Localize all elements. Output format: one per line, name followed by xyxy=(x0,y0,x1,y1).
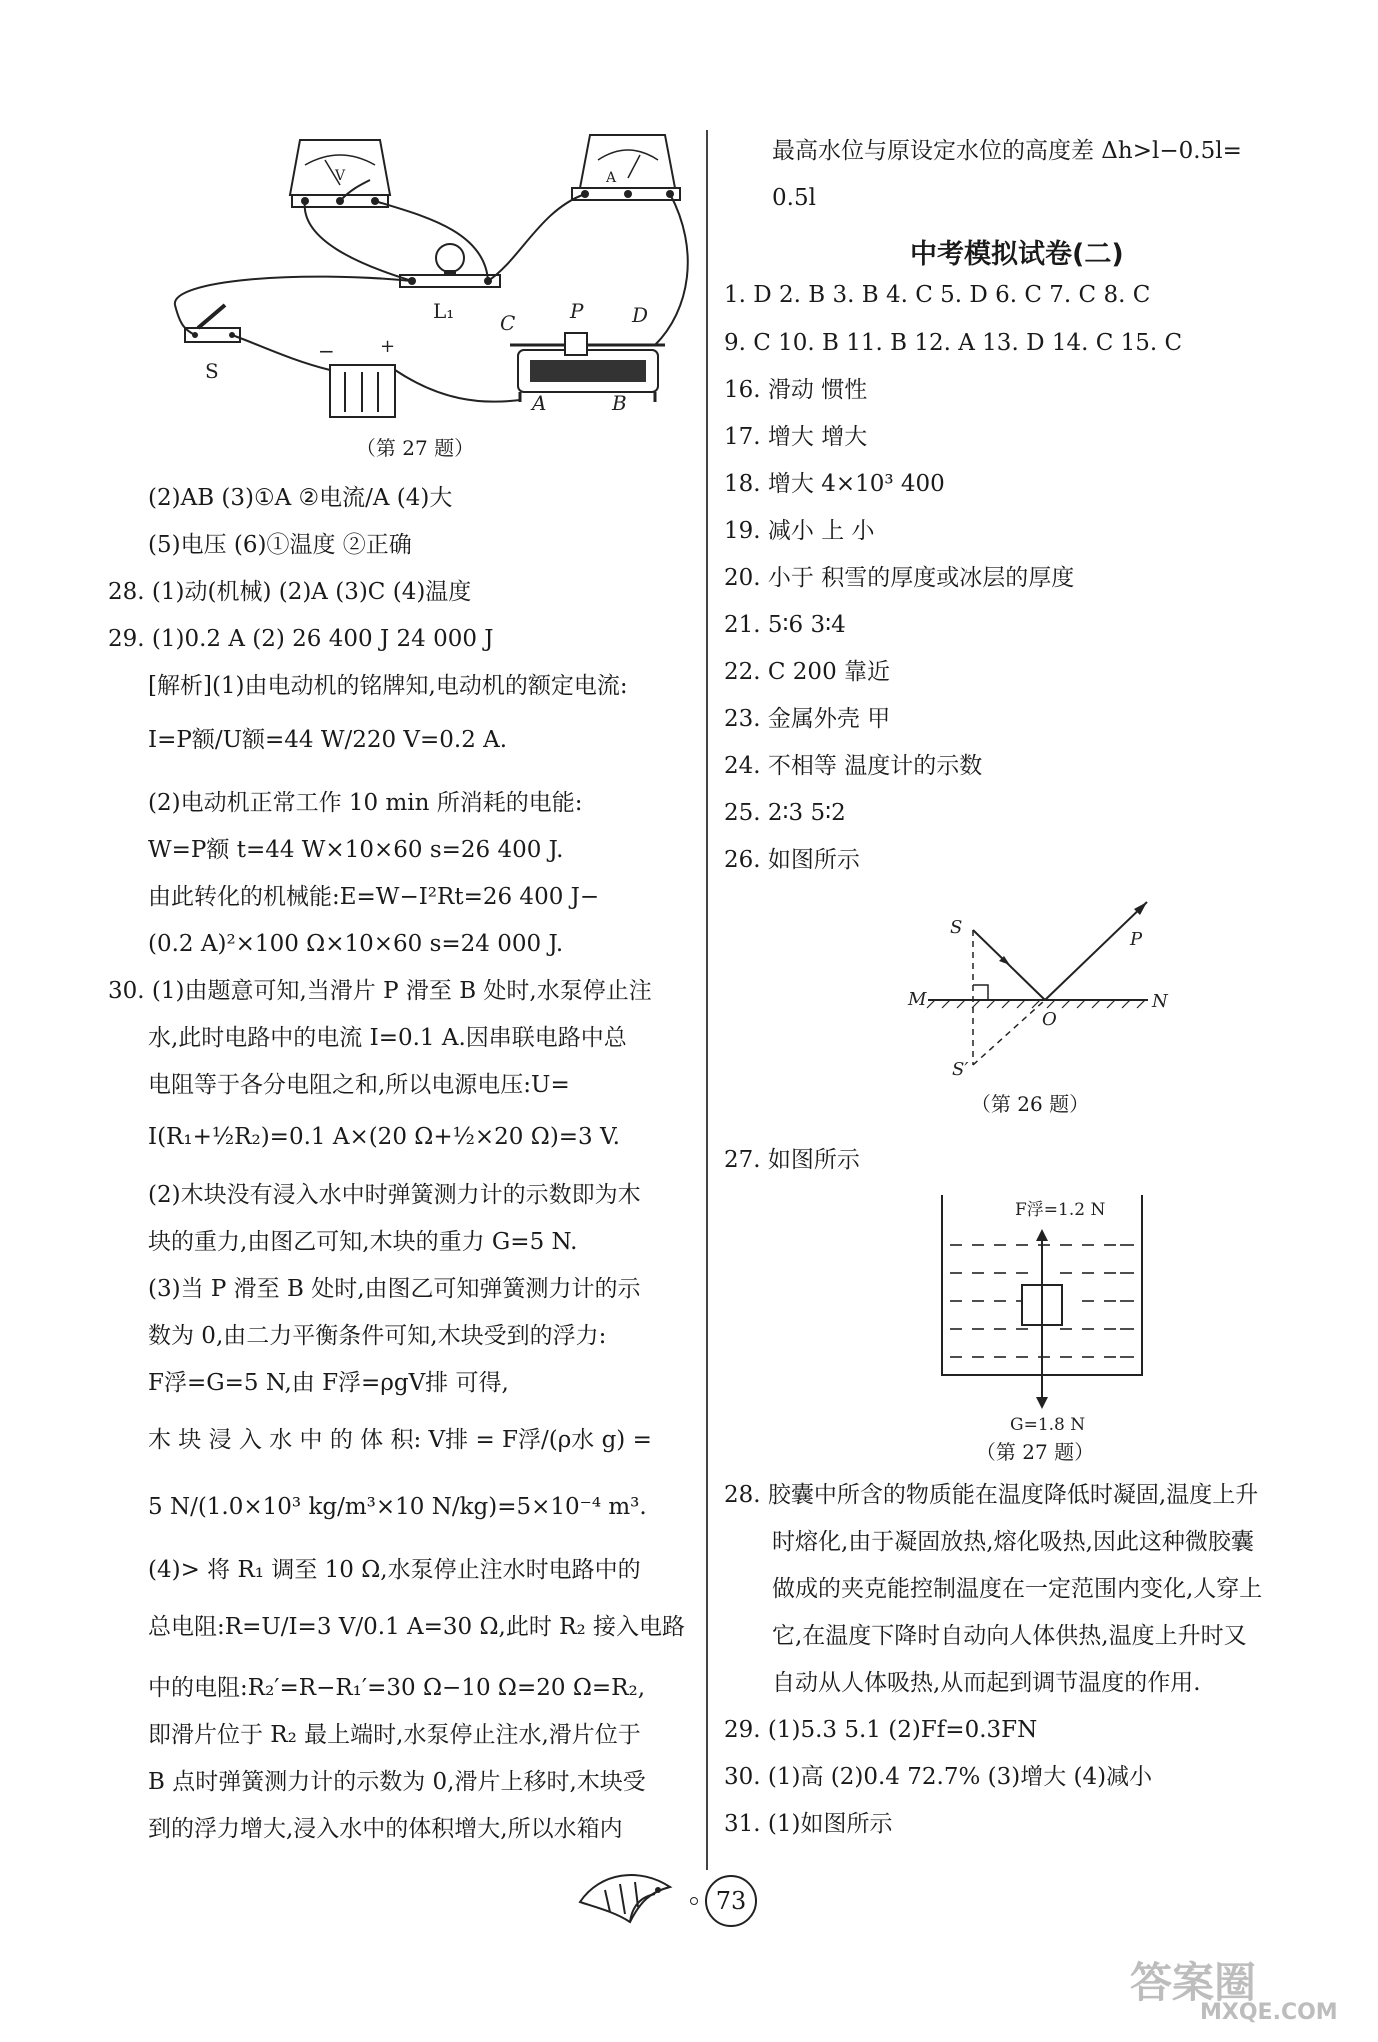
text-line-25: 即滑片位于 R₂ 最上端时,水泵停止注水,滑片位于 xyxy=(148,1722,641,1748)
figure-26-caption: （第 26 题） xyxy=(970,1092,1090,1116)
answer-18: 18. 增大 4×10³ 400 xyxy=(724,471,945,497)
text-line-4: 29. (1)0.2 A (2) 26 400 J 24 000 J xyxy=(108,626,494,652)
bulb-L1 xyxy=(400,244,500,323)
answer-25: 25. 2∶3 5∶2 xyxy=(724,800,846,826)
text-line-23: 总电阻:R=U/I=3 V/0.1 A=30 Ω,此时 R₂ 接入电路 xyxy=(148,1614,686,1640)
watermark: 答案圈 xyxy=(1130,1958,1257,2007)
fish-logo-icon xyxy=(570,1862,690,1932)
figure-27-caption: （第 27 题） xyxy=(355,436,475,460)
answer-30: 30. (1)高 (2)0.4 72.7% (3)增大 (4)减小 xyxy=(724,1764,1153,1790)
rheostat-C: C xyxy=(500,311,516,335)
rheostat-P: P xyxy=(570,299,584,323)
rheostat-B: B xyxy=(612,391,627,415)
rheostat-A: A xyxy=(532,391,547,415)
text-line-13: 电阻等于各分电阻之和,所以电源电压:U= xyxy=(148,1072,570,1098)
page-number: 73 xyxy=(705,1875,757,1927)
text-line-22: (4)> 将 R₁ 调至 10 Ω,水泵停止注水时电路中的 xyxy=(148,1557,641,1583)
answer-28-line-3: 做成的夹克能控制温度在一定范围内变化,人穿上 xyxy=(772,1576,1263,1602)
text-line-26: B 点时弹簧测力计的示数为 0,滑片上移时,木块受 xyxy=(148,1769,646,1795)
fig27-gravity-label: G=1.8 N xyxy=(1010,1415,1086,1435)
answer-19: 19. 减小 上 小 xyxy=(724,518,875,544)
answer-row-1: 1. D 2. B 3. B 4. C 5. D 6. C 7. C 8. C xyxy=(724,282,1151,308)
figure-26-reflection xyxy=(710,885,1378,1115)
switch-S xyxy=(185,305,240,383)
text-line-2: (5)电压 (6)①温度 ②正确 xyxy=(148,532,412,558)
text-line-3: 28. (1)动(机械) (2)A (3)C (4)温度 xyxy=(108,579,472,605)
answer-24: 24. 不相等 温度计的示数 xyxy=(724,753,983,779)
answer-28-line-5: 自动从人体吸热,从而起到调节温度的作用. xyxy=(772,1670,1201,1696)
text-line-14: I(R₁+½R₂)=0.1 A×(20 Ω+½×20 Ω)=3 V. xyxy=(148,1124,620,1150)
text-line-7: (2)电动机正常工作 10 min 所消耗的电能: xyxy=(148,790,583,816)
switch-label: S xyxy=(205,359,219,383)
text-line-19: F浮=G=5 N,由 F浮=ρgV排 可得, xyxy=(148,1370,509,1396)
column-divider xyxy=(706,130,708,1870)
voltmeter xyxy=(290,140,390,207)
battery xyxy=(318,336,395,417)
text-line-1: (2)AB (3)①A ②电流/A (4)大 xyxy=(148,485,453,511)
text-line-17: (3)当 P 滑至 B 处时,由图乙可知弹簧测力计的示 xyxy=(148,1276,641,1302)
answer-28-line-1: 28. 胶囊中所含的物质能在温度降低时凝固,温度上升 xyxy=(724,1482,1259,1508)
battery-plus: + xyxy=(380,336,396,357)
answer-28-line-2: 时熔化,由于凝固放热,熔化吸热,因此这种微胶囊 xyxy=(772,1529,1254,1555)
rheostat-D: D xyxy=(632,303,649,327)
fig27-buoyancy-label: F浮=1.2 N xyxy=(1015,1200,1106,1220)
voltmeter-label: V xyxy=(335,168,346,184)
answer-28-line-4: 它,在温度下降时自动向人体供热,温度上升时又 xyxy=(772,1623,1247,1649)
text-line-18: 数为 0,由二力平衡条件可知,木块受到的浮力: xyxy=(148,1323,607,1349)
bulb-label: L₁ xyxy=(433,299,455,323)
text-line-15: (2)木块没有浸入水中时弹簧测力计的示数即为木 xyxy=(148,1182,641,1208)
answer-23: 23. 金属外壳 甲 xyxy=(724,706,891,732)
footer-dot xyxy=(690,1897,698,1905)
text-line-27: 到的浮力增大,浸入水中的体积增大,所以水箱内 xyxy=(148,1816,623,1842)
text-line-11: 30. (1)由题意可知,当滑片 P 滑至 B 处时,水泵停止注 xyxy=(108,978,652,1004)
fig26-M: M xyxy=(908,989,927,1010)
text-line-8: W=P额 t=44 W×10×60 s=26 400 J. xyxy=(148,837,564,863)
text-line-20: 木 块 浸 入 水 中 的 体 积: V排 = F浮/(ρ水 g) = xyxy=(148,1427,652,1453)
ammeter xyxy=(572,135,680,200)
section-title: 中考模拟试卷(二) xyxy=(910,239,1124,270)
watermark-url: MXQE.COM xyxy=(1200,2000,1338,2025)
text-line-24: 中的电阻:R₂′=R−R₁′=30 Ω−10 Ω=20 Ω=R₂, xyxy=(148,1675,646,1701)
figure-27-right-caption: （第 27 题） xyxy=(975,1440,1095,1464)
ammeter-label: A xyxy=(606,170,617,186)
answer-29: 29. (1)5.3 5.1 (2)Ff=0.3FN xyxy=(724,1717,1038,1743)
answer-31: 31. (1)如图所示 xyxy=(724,1811,893,1837)
text-line-5: [解析](1)由电动机的铭牌知,电动机的额定电流: xyxy=(148,673,628,699)
fig26-P: P xyxy=(1130,929,1143,950)
fig26-S: S xyxy=(950,917,963,938)
answer-21: 21. 5∶6 3∶4 xyxy=(724,612,846,638)
text-line-12: 水,此时电路中的电流 I=0.1 A.因串联电路中总 xyxy=(148,1025,627,1051)
text-line-6: I=P额/U额=44 W/220 V=0.2 A. xyxy=(148,727,508,753)
answer-22: 22. C 200 靠近 xyxy=(724,659,891,685)
text-line-10: (0.2 A)²×100 Ω×10×60 s=24 000 J. xyxy=(148,931,564,957)
answer-26: 26. 如图所示 xyxy=(724,847,860,873)
figure-27-buoyancy xyxy=(710,1185,1378,1445)
text-line-21: 5 N/(1.0×10³ kg/m³×10 N/kg)=5×10⁻⁴ m³. xyxy=(148,1494,647,1520)
fig26-Sprime: S′ xyxy=(952,1059,969,1080)
text-line-16: 块的重力,由图乙可知,木块的重力 G=5 N. xyxy=(148,1229,578,1255)
fig26-N: N xyxy=(1152,991,1168,1012)
battery-minus: − xyxy=(318,339,335,363)
answer-17: 17. 增大 增大 xyxy=(724,424,868,450)
answer-row-2: 9. C 10. B 11. B 12. A 13. D 14. C 15. C xyxy=(724,330,1183,356)
right-top-line-2: 0.5l xyxy=(772,185,816,211)
text-line-9: 由此转化的机械能:E=W−I²Rt=26 400 J− xyxy=(148,884,600,910)
answer-16: 16. 滑动 惯性 xyxy=(724,377,868,403)
fig26-O: O xyxy=(1042,1009,1057,1030)
answer-20: 20. 小于 积雪的厚度或冰层的厚度 xyxy=(724,565,1075,591)
right-top-line-1: 最高水位与原设定水位的高度差 Δh>l−0.5l= xyxy=(772,138,1242,164)
answer-27: 27. 如图所示 xyxy=(724,1147,860,1173)
rheostat xyxy=(500,299,665,415)
figure-27-circuit xyxy=(0,0,700,440)
